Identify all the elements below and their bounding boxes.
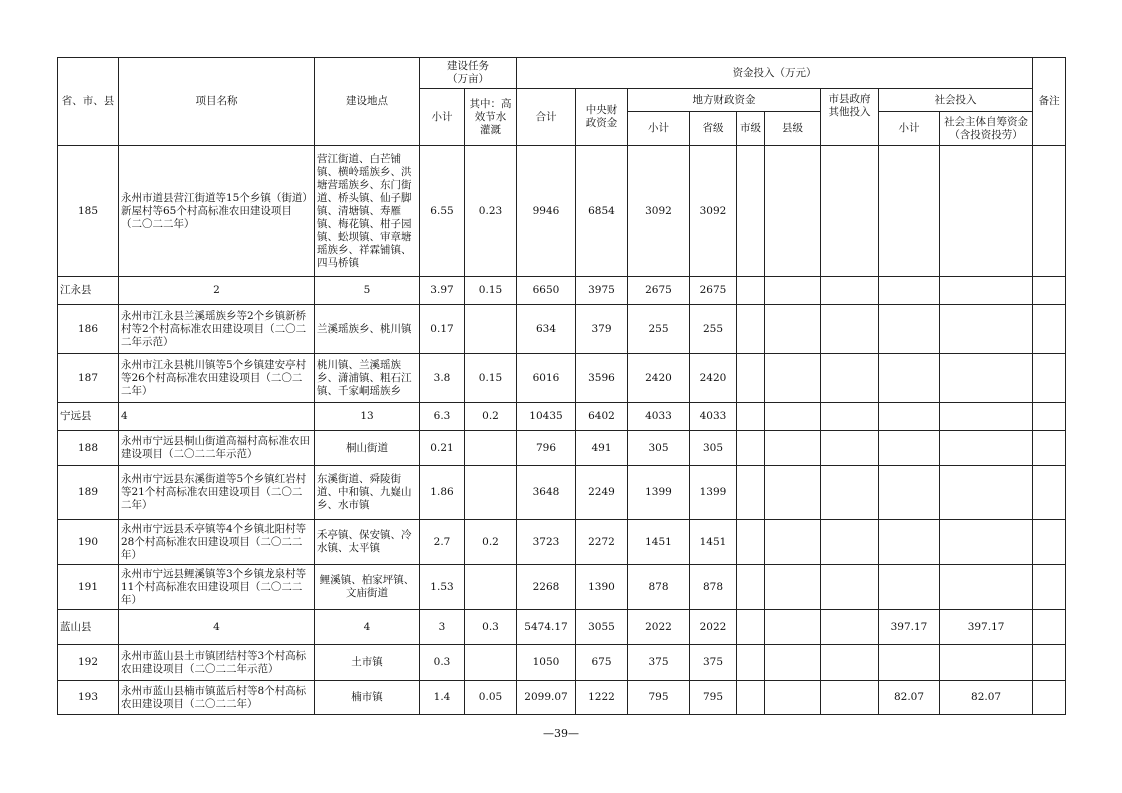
- table-row-county: [58, 277, 1066, 305]
- cell-location: 营江街道、白芒铺镇、横岭瑶族乡、洪塘营瑶族乡、东门街道、桥头镇、仙子脚镇、清塘镇、寿雁镇、梅花镇、柑子园镇、蚣坝镇、审章塘瑶族乡、祥霖铺镇、四马桥镇: [315, 146, 420, 277]
- cell-id: 185: [58, 146, 119, 277]
- cell-id: 191: [58, 565, 119, 610]
- cell-provincial: 255: [690, 305, 737, 354]
- cell-task-subtotal: 1.86: [420, 466, 465, 520]
- cell-task-efficient: 0.2: [465, 403, 517, 431]
- cell-city: [737, 403, 765, 431]
- cell-task-efficient: [465, 305, 517, 354]
- cell-name: 永州市宁远县禾亭镇等4个乡镇北阳村等28个村高标准农田建设项目（二〇二二年）: [119, 520, 315, 565]
- cell-name: 永州市道县营江街道等15个乡镇（街道）新屋村等65个村高标准农田建设项目（二〇二二年）: [119, 146, 315, 277]
- header-task-subtotal: 小计: [420, 89, 465, 146]
- cell-social-subtotal: 82.07: [879, 681, 940, 715]
- cell-city: [737, 305, 765, 354]
- cell-task-subtotal: 0.3: [420, 645, 465, 681]
- header-city: 市级: [737, 112, 765, 146]
- cell-county: [765, 466, 821, 520]
- cell-social-subtotal: [879, 431, 940, 466]
- cell-provincial: 1399: [690, 466, 737, 520]
- table-row: [58, 466, 1066, 520]
- cell-task-subtotal: 6.55: [420, 146, 465, 277]
- cell-provincial: 3092: [690, 146, 737, 277]
- table-body: [58, 146, 1066, 715]
- cell-total: 2268: [517, 565, 576, 610]
- cell-name: 2: [119, 277, 315, 305]
- cell-provincial: 305: [690, 431, 737, 466]
- cell-id: 188: [58, 431, 119, 466]
- cell-central: 3975: [576, 277, 628, 305]
- cell-social-subtotal: [879, 354, 940, 403]
- header-social-self: 社会主体自筹资金 （含投资投劳）: [940, 112, 1033, 146]
- cell-central: 675: [576, 645, 628, 681]
- cell-id: 186: [58, 305, 119, 354]
- cell-remark: [1033, 645, 1066, 681]
- header-county: 县级: [765, 112, 821, 146]
- header-remark: 备注: [1033, 58, 1066, 146]
- cell-id: 193: [58, 681, 119, 715]
- cell-task-efficient: 0.2: [465, 520, 517, 565]
- cell-name: 4: [119, 403, 315, 431]
- cell-provincial: 375: [690, 645, 737, 681]
- cell-provincial: 878: [690, 565, 737, 610]
- cell-social-self: 82.07: [940, 681, 1033, 715]
- header-local-subtotal: 小计: [628, 112, 690, 146]
- cell-local-subtotal: 2420: [628, 354, 690, 403]
- cell-social-self: [940, 403, 1033, 431]
- table-row: [58, 354, 1066, 403]
- cell-city: [737, 520, 765, 565]
- cell-location: 鲤溪镇、柏家坪镇、文庙街道: [315, 565, 420, 610]
- cell-central: 491: [576, 431, 628, 466]
- cell-remark: [1033, 146, 1066, 277]
- cell-remark: [1033, 403, 1066, 431]
- table-row-county: [58, 403, 1066, 431]
- cell-task-efficient: 0.15: [465, 354, 517, 403]
- cell-id: 190: [58, 520, 119, 565]
- cell-other-gov: [821, 610, 879, 645]
- cell-social-self: [940, 431, 1033, 466]
- cell-social-subtotal: [879, 403, 940, 431]
- cell-total: 3648: [517, 466, 576, 520]
- header-local-group: 地方财政资金: [628, 89, 821, 112]
- cell-city: [737, 610, 765, 645]
- cell-id: 江永县: [58, 277, 119, 305]
- cell-central: 2272: [576, 520, 628, 565]
- header-other-gov: 市县政府 其他投入: [821, 89, 879, 146]
- cell-task-efficient: [465, 645, 517, 681]
- cell-total: 796: [517, 431, 576, 466]
- cell-social-self: 397.17: [940, 610, 1033, 645]
- cell-social-subtotal: [879, 565, 940, 610]
- cell-county: [765, 277, 821, 305]
- cell-task-subtotal: 3.97: [420, 277, 465, 305]
- cell-task-efficient: [465, 431, 517, 466]
- cell-other-gov: [821, 565, 879, 610]
- cell-location: 兰溪瑶族乡、桃川镇: [315, 305, 420, 354]
- header-funds-group: 资金投入（万元）: [517, 58, 1033, 89]
- cell-location: 土市镇: [315, 645, 420, 681]
- cell-remark: [1033, 305, 1066, 354]
- header-task-efficient: 其中：高 效节水 灌溉: [465, 89, 517, 146]
- cell-other-gov: [821, 466, 879, 520]
- cell-local-subtotal: 2675: [628, 277, 690, 305]
- cell-total: 6016: [517, 354, 576, 403]
- cell-total: 1050: [517, 645, 576, 681]
- cell-total: 2099.07: [517, 681, 576, 715]
- cell-other-gov: [821, 645, 879, 681]
- cell-city: [737, 681, 765, 715]
- cell-remark: [1033, 681, 1066, 715]
- cell-other-gov: [821, 681, 879, 715]
- funding-table: [57, 57, 1066, 715]
- cell-total: 5474.17: [517, 610, 576, 645]
- cell-social-self: [940, 277, 1033, 305]
- cell-city: [737, 645, 765, 681]
- cell-task-efficient: 0.15: [465, 277, 517, 305]
- cell-local-subtotal: 2022: [628, 610, 690, 645]
- cell-id: 192: [58, 645, 119, 681]
- cell-location: 13: [315, 403, 420, 431]
- cell-remark: [1033, 610, 1066, 645]
- cell-name: 永州市宁远县鲤溪镇等3个乡镇龙泉村等11个村高标准农田建设项目（二〇二二年）: [119, 565, 315, 610]
- cell-city: [737, 431, 765, 466]
- table-row: [58, 305, 1066, 354]
- cell-social-subtotal: [879, 520, 940, 565]
- header-task-group: 建设任务 （万亩）: [420, 58, 517, 89]
- cell-social-self: [940, 305, 1033, 354]
- cell-county: [765, 305, 821, 354]
- table-row: [58, 146, 1066, 277]
- cell-other-gov: [821, 146, 879, 277]
- cell-task-subtotal: 6.3: [420, 403, 465, 431]
- cell-local-subtotal: 795: [628, 681, 690, 715]
- cell-task-subtotal: 1.4: [420, 681, 465, 715]
- cell-central: 3055: [576, 610, 628, 645]
- header-social-group: 社会投入: [879, 89, 1033, 112]
- cell-location: 4: [315, 610, 420, 645]
- cell-remark: [1033, 354, 1066, 403]
- table-row: [58, 431, 1066, 466]
- cell-task-efficient: 0.3: [465, 610, 517, 645]
- cell-name: 永州市蓝山县楠市镇蓝后村等8个村高标农田建设项目（二〇二二年）: [119, 681, 315, 715]
- cell-id: 189: [58, 466, 119, 520]
- cell-provincial: 2675: [690, 277, 737, 305]
- cell-other-gov: [821, 520, 879, 565]
- header-total: 合计: [517, 89, 576, 146]
- cell-task-subtotal: 1.53: [420, 565, 465, 610]
- cell-social-subtotal: [879, 277, 940, 305]
- cell-city: [737, 565, 765, 610]
- cell-task-efficient: [465, 565, 517, 610]
- cell-local-subtotal: 305: [628, 431, 690, 466]
- cell-task-subtotal: 3.8: [420, 354, 465, 403]
- cell-total: 6650: [517, 277, 576, 305]
- cell-name: 永州市江永县桃川镇等5个乡镇建安亭村等26个村高标准农田建设项目（二〇二二年）: [119, 354, 315, 403]
- cell-provincial: 2022: [690, 610, 737, 645]
- page-number: —39—: [543, 727, 579, 740]
- cell-provincial: 795: [690, 681, 737, 715]
- header-project-name: 项目名称: [119, 58, 315, 146]
- cell-other-gov: [821, 277, 879, 305]
- cell-central: 379: [576, 305, 628, 354]
- cell-social-self: [940, 354, 1033, 403]
- header-central: 中央财 政资金: [576, 89, 628, 146]
- cell-social-self: [940, 146, 1033, 277]
- cell-location: 桐山街道: [315, 431, 420, 466]
- cell-central: 3596: [576, 354, 628, 403]
- cell-county: [765, 146, 821, 277]
- cell-location: 楠市镇: [315, 681, 420, 715]
- cell-other-gov: [821, 354, 879, 403]
- cell-social-subtotal: 397.17: [879, 610, 940, 645]
- cell-local-subtotal: 375: [628, 645, 690, 681]
- cell-remark: [1033, 466, 1066, 520]
- cell-county: [765, 354, 821, 403]
- cell-id: 宁远县: [58, 403, 119, 431]
- cell-task-efficient: 0.23: [465, 146, 517, 277]
- cell-provincial: 4033: [690, 403, 737, 431]
- cell-central: 1390: [576, 565, 628, 610]
- cell-central: 6402: [576, 403, 628, 431]
- cell-name: 永州市蓝山县土市镇团结村等3个村高标农田建设项目（二〇二二年示范）: [119, 645, 315, 681]
- cell-county: [765, 645, 821, 681]
- cell-local-subtotal: 1399: [628, 466, 690, 520]
- header-region: 省、市、县: [58, 58, 119, 146]
- table-row: [58, 520, 1066, 565]
- cell-county: [765, 681, 821, 715]
- cell-id: 187: [58, 354, 119, 403]
- header-provincial: 省级: [690, 112, 737, 146]
- cell-local-subtotal: 1451: [628, 520, 690, 565]
- cell-task-efficient: [465, 466, 517, 520]
- cell-total: 10435: [517, 403, 576, 431]
- cell-other-gov: [821, 305, 879, 354]
- cell-total: 634: [517, 305, 576, 354]
- cell-task-subtotal: 0.21: [420, 431, 465, 466]
- cell-remark: [1033, 431, 1066, 466]
- cell-name: 永州市宁远县桐山街道高福村高标准农田建设项目（二〇二二年示范）: [119, 431, 315, 466]
- cell-social-self: [940, 565, 1033, 610]
- table-row: [58, 645, 1066, 681]
- cell-social-subtotal: [879, 305, 940, 354]
- cell-local-subtotal: 255: [628, 305, 690, 354]
- cell-location: 东溪街道、舜陵街道、中和镇、九嶷山乡、水市镇: [315, 466, 420, 520]
- cell-social-self: [940, 645, 1033, 681]
- table-header: [58, 58, 1066, 146]
- cell-county: [765, 403, 821, 431]
- cell-social-subtotal: [879, 645, 940, 681]
- cell-other-gov: [821, 431, 879, 466]
- table-row-county: [58, 610, 1066, 645]
- cell-location: 桃川镇、兰溪瑶族乡、潇浦镇、粗石江镇、千家峒瑶族乡: [315, 354, 420, 403]
- cell-county: [765, 610, 821, 645]
- cell-social-self: [940, 466, 1033, 520]
- cell-name: 4: [119, 610, 315, 645]
- cell-remark: [1033, 520, 1066, 565]
- cell-total: 9946: [517, 146, 576, 277]
- cell-local-subtotal: 3092: [628, 146, 690, 277]
- table-row: [58, 681, 1066, 715]
- cell-city: [737, 277, 765, 305]
- cell-other-gov: [821, 403, 879, 431]
- cell-name: 永州市江永县兰溪瑶族乡等2个乡镇新桥村等2个村高标准农田建设项目（二〇二二年示范）: [119, 305, 315, 354]
- cell-name: 永州市宁远县东溪街道等5个乡镇红岩村等21个村高标准农田建设项目（二〇二二年）: [119, 466, 315, 520]
- cell-social-self: [940, 520, 1033, 565]
- cell-remark: [1033, 277, 1066, 305]
- header-location: 建设地点: [315, 58, 420, 146]
- cell-central: 1222: [576, 681, 628, 715]
- cell-social-subtotal: [879, 466, 940, 520]
- cell-total: 3723: [517, 520, 576, 565]
- cell-city: [737, 354, 765, 403]
- cell-city: [737, 466, 765, 520]
- cell-location: 禾亭镇、保安镇、冷水镇、太平镇: [315, 520, 420, 565]
- cell-task-subtotal: 3: [420, 610, 465, 645]
- cell-provincial: 2420: [690, 354, 737, 403]
- cell-task-subtotal: 0.17: [420, 305, 465, 354]
- cell-city: [737, 146, 765, 277]
- cell-central: 2249: [576, 466, 628, 520]
- cell-task-subtotal: 2.7: [420, 520, 465, 565]
- cell-social-subtotal: [879, 146, 940, 277]
- cell-county: [765, 520, 821, 565]
- cell-local-subtotal: 4033: [628, 403, 690, 431]
- cell-county: [765, 565, 821, 610]
- cell-central: 6854: [576, 146, 628, 277]
- cell-county: [765, 431, 821, 466]
- cell-id: 蓝山县: [58, 610, 119, 645]
- table-row: [58, 565, 1066, 610]
- header-social-subtotal: 小计: [879, 112, 940, 146]
- cell-task-efficient: 0.05: [465, 681, 517, 715]
- cell-remark: [1033, 565, 1066, 610]
- cell-local-subtotal: 878: [628, 565, 690, 610]
- cell-provincial: 1451: [690, 520, 737, 565]
- cell-location: 5: [315, 277, 420, 305]
